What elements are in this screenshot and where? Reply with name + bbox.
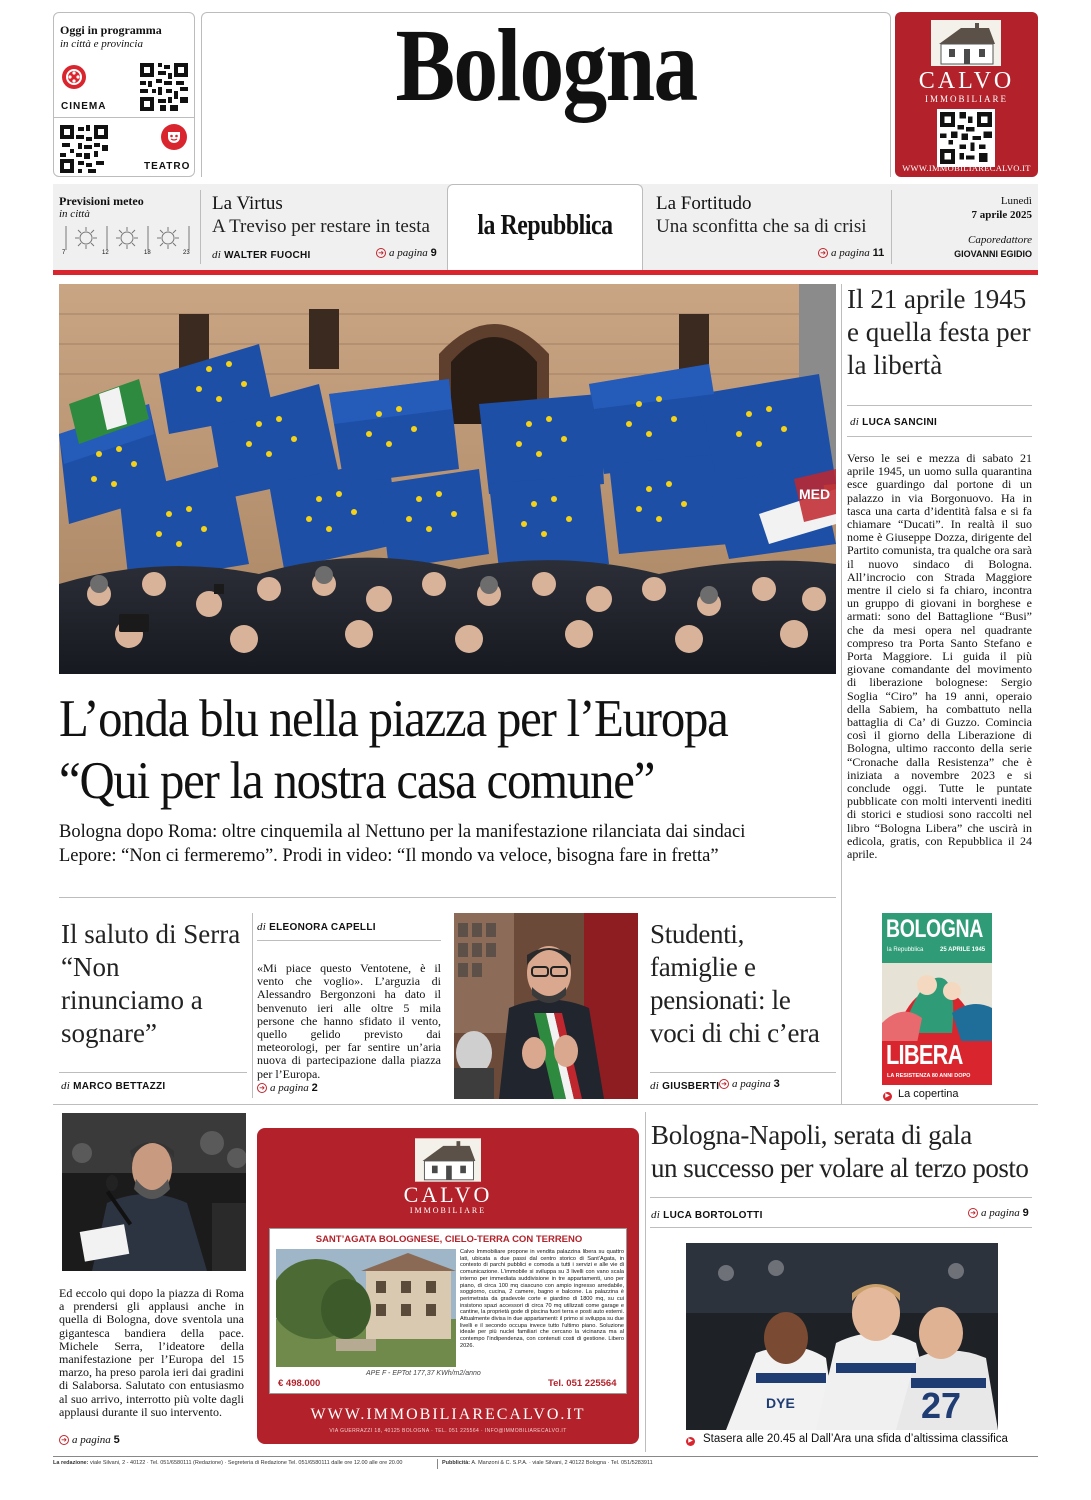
author-name: MARCO BETTAZZI	[73, 1081, 166, 1092]
virtus-page-ref[interactable]	[376, 247, 437, 259]
book-cover-illustration	[882, 963, 992, 1043]
program-box	[53, 12, 195, 177]
footer-divider	[437, 1459, 438, 1469]
serra-speech-photo[interactable]	[62, 1113, 246, 1271]
header-red-line	[53, 270, 1038, 275]
side-story-rule	[847, 405, 1032, 406]
top-ad-qr-code[interactable]	[937, 109, 995, 167]
cinema-qr-code[interactable]	[140, 63, 188, 111]
calcio-divider	[645, 1112, 646, 1452]
ad-listing-card	[269, 1228, 627, 1394]
arrow-right-icon: ➜	[376, 248, 386, 258]
page-prefix: a pagina	[270, 1082, 309, 1094]
studenti-byline	[650, 1080, 719, 1092]
capelli-divider	[252, 913, 253, 1098]
ad-address: VIA GUERRAZZI 18, 40125 BOLOGNA · TEL. 051 225564 · INFO@IMMOBILIARECALVO.IT	[329, 1428, 567, 1434]
svg-text:DYE: DYE	[766, 1395, 795, 1411]
calcio-page-ref[interactable]	[968, 1207, 1029, 1219]
arrow-right-icon: ➜	[968, 1208, 978, 1218]
arrow-right-icon: ➜	[59, 1435, 69, 1445]
footer-rule	[53, 1456, 1038, 1457]
main-subhead-1: Bologna dopo Roma: oltre cinquemila al Nettuno per la manifestazione rilanciata dai sindaci	[59, 822, 746, 842]
theatre-mask-icon	[161, 124, 187, 150]
teatro-label: TEATRO	[144, 161, 191, 172]
ad-price: € 498.000	[278, 1378, 321, 1389]
top-ad[interactable]	[895, 12, 1038, 177]
capelli-body: «Mi piace questo Ventotene, è il vento che voglio». L’arguzia di Alessandro Bergonzoni ha dato il benvenuto ieri alle oltre 5 mila persone che hanno sfidato il vento, quello gelido previsto dai meteorologi, per far sentire un’aria nuova di partecipazione dalla piazza per l’Europa.	[257, 962, 441, 1081]
main-headline-2[interactable]: “Qui per la nostra casa comune”	[59, 752, 655, 810]
program-divider	[54, 117, 194, 118]
page-prefix: a pagina	[732, 1078, 771, 1090]
side-story-rule-2	[847, 436, 1032, 437]
capelli-page-ref[interactable]	[257, 1082, 318, 1094]
top-ad-url[interactable]: WWW.IMMOBILIARECALVO.IT	[902, 163, 1031, 173]
capelli-byline	[257, 921, 376, 933]
bottom-row-top-rule	[53, 1104, 1038, 1105]
side-story-body: Verso le sei e mezza di sabato 21 aprile 1945, un uomo sulla quarantina esce guardingo dal portone di un palazzo in via Borgonuovo. Ha in tasca una carta d’identità falsa e si fa chiamare “Ducati”. In realtà il suo nome è Giuseppe Dozza, dirigente del Partito comunista, tra qualche ora sarà il nuovo sindaco di Bologna. All’incrocio con Strada Maggiore mentre il cielo si fa chiaro, incontra un gruppo di giovani in borghese e armati: sono del Battaglione “Busi” che da mesi opera nel quadrante compreso tra Porta Santo Stefano e Porta Maggiore. Li guida il più giovane comandante del movimento di liberazione bolognese: Sergio Soglia “Ciro” ha 19 anni, operaio della Sabiem, ha combattuto nella battaglia di Ca’ di Guzzo. Comincia così il giorno della Liberazione di Bologna, ultimo racconto della serie “Cronache dalla Resistenza” che è iniziata a novembre 2023 e si conclude oggi. Tutte le puntate pubblicate con molti interventi inediti di storici e studiosi sono raccolti nel libro “Bologna Libera” che uscirà in edicola, gratis, con Repubblica il 24 aprile.	[847, 452, 1032, 862]
caption-text: Stasera alle 20.45 al Dall’Ara una sfida d’altissima classifica	[703, 1433, 1008, 1445]
caption-text: La copertina	[898, 1088, 959, 1100]
fortitudo-kicker[interactable]: La Fortitudo	[656, 193, 752, 214]
book-cover-caption	[883, 1088, 959, 1101]
calcio-rule	[650, 1197, 1032, 1198]
svg-text:27: 27	[921, 1385, 962, 1426]
arrow-right-icon: ➜	[719, 1079, 729, 1089]
byline-prefix: di	[212, 249, 222, 261]
ad-phone: Tel. 051 225564	[548, 1378, 617, 1389]
byline-prefix: di	[61, 1080, 71, 1092]
page-prefix: a pagina	[72, 1434, 111, 1446]
date: 7 aprile 2025	[971, 209, 1032, 221]
editor-name: GIOVANNI EGIDIO	[954, 249, 1032, 259]
page-number: 9	[1022, 1207, 1029, 1219]
book-cover-brand: la Repubblica	[887, 947, 924, 953]
ad-energy: APE F - EPTot 177,37 KWh/m2/anno	[366, 1370, 481, 1377]
page-prefix: a pagina	[831, 247, 870, 259]
teatro-qr-code[interactable]	[60, 125, 108, 173]
page-number: 2	[311, 1082, 318, 1094]
author-name: ELEONORA CAPELLI	[269, 922, 376, 933]
footer-left-label: La redazione:	[53, 1460, 89, 1466]
info-bar-divider-2	[891, 190, 892, 264]
book-cover-tagline: LA RESISTENZA 80 ANNI DOPO	[887, 1073, 971, 1079]
weather-hour-2: 12	[102, 250, 109, 256]
fortitudo-headline[interactable]: Una sconfitta che sa di crisi	[656, 216, 867, 237]
page-prefix: a pagina	[389, 247, 428, 259]
weather-hour-1: 7	[62, 250, 66, 256]
weather-hour-4: 23	[183, 250, 190, 256]
ad-listing-photo	[276, 1249, 456, 1367]
ad-sub: IMMOBILIARE	[409, 1206, 487, 1215]
byline-prefix: di	[850, 416, 860, 428]
ad-house-icon	[415, 1138, 481, 1182]
author-name: GIUSBERTI	[662, 1081, 720, 1092]
caption-bullet-icon: ▶	[883, 1092, 892, 1101]
program-title: Oggi in programma	[60, 23, 162, 37]
studenti-page-ref[interactable]	[719, 1078, 780, 1090]
footer-left-text: viale Silvani, 2 - 40122 · Tel. 051/6580111 (Redazione) · Segreteria di Redazione Tel. 051/6580111 dalle ore 12.00 alle ore 20.00	[89, 1460, 403, 1466]
serra-byline	[61, 1080, 166, 1092]
football-caption	[686, 1433, 1008, 1446]
film-reel-icon	[62, 65, 86, 89]
editor-label: Caporedattore	[968, 234, 1032, 246]
page-number: 5	[113, 1434, 120, 1446]
ad-url[interactable]: WWW.IMMOBILIARECALVO.IT	[310, 1406, 586, 1423]
info-bar-divider-1	[200, 190, 201, 264]
page-number: 3	[773, 1078, 780, 1090]
virtus-headline[interactable]: A Treviso per restare in testa	[212, 216, 430, 237]
page-prefix: a pagina	[981, 1207, 1020, 1219]
main-headline-1[interactable]: L’onda blu nella piazza per l’Europa	[59, 690, 728, 748]
weather-subtitle: in città	[59, 208, 90, 220]
footer-left	[53, 1460, 402, 1466]
footer-right	[442, 1460, 653, 1466]
page-number: 11	[872, 247, 885, 259]
book-cover-bottom: LIBERA	[886, 1039, 963, 1070]
page-number: 9	[430, 247, 437, 259]
studenti-rule	[650, 1072, 836, 1073]
main-photo[interactable]	[59, 284, 836, 674]
football-photo[interactable]	[686, 1243, 998, 1430]
weather-hour-3: 18	[144, 250, 151, 256]
caption-bullet-icon: ▶	[686, 1437, 695, 1446]
arrow-right-icon: ➜	[257, 1083, 267, 1093]
cinema-label: CINEMA	[61, 101, 107, 112]
main-subhead-2: Lepore: “Non ci fermeremo”. Prodi in video: “Il mondo va veloce, bisogna fare in fretta”	[59, 846, 719, 866]
weather-title: Previsioni meteo	[59, 194, 144, 208]
book-cover[interactable]	[882, 913, 992, 1085]
author-name: LUCA SANCINI	[862, 417, 938, 428]
repubblica-logo[interactable]: la Repubblica	[477, 210, 613, 241]
byline-prefix: di	[651, 1209, 661, 1221]
side-story-byline	[850, 416, 937, 428]
weather-forecast	[62, 224, 192, 260]
author-name: WALTER FUOCHI	[224, 250, 311, 261]
calcio-headline-1[interactable]: Bologna-Napoli, serata di gala	[651, 1120, 972, 1150]
footer-right-label: Pubblicità:	[442, 1460, 471, 1466]
book-cover-title: BOLOGNA	[886, 915, 983, 943]
capelli-rule	[257, 940, 441, 941]
calcio-headline-2[interactable]: un successo per volare al terzo posto	[651, 1153, 1029, 1183]
byline-prefix: di	[257, 921, 267, 933]
arrow-right-icon: ➜	[818, 248, 828, 258]
column-divider	[841, 284, 842, 1104]
serra-rule	[59, 1072, 247, 1073]
ad-brand: CALVO	[403, 1182, 493, 1207]
program-subtitle: in città e provincia	[60, 38, 143, 50]
top-ad-brand: CALVO	[918, 68, 1015, 94]
calvo-ad[interactable]	[257, 1128, 639, 1444]
author-name: LUCA BORTOLOTTI	[663, 1210, 763, 1221]
virtus-byline	[212, 249, 311, 261]
date-day: Lunedì	[1000, 195, 1032, 207]
masthead-title: Bologna	[395, 8, 697, 123]
fortitudo-page-ref[interactable]	[818, 247, 884, 259]
middle-row-top-rule	[59, 897, 836, 898]
mayor-photo[interactable]	[454, 913, 638, 1099]
side-story-headline[interactable]: Il 21 aprile 1945 e quella festa per la libertà	[847, 284, 1031, 380]
footer-right-text: A. Manzoni & C. S.P.A. · viale Silvani, 2 40122 Bologna · Tel. 051/5283911	[471, 1460, 653, 1466]
top-ad-sub: IMMOBILIARE	[925, 94, 1008, 104]
photo-banner-text: MED	[799, 486, 831, 502]
byline-prefix: di	[650, 1080, 660, 1092]
calcio-rule-2	[650, 1227, 1032, 1228]
serra-headline[interactable]: Il saluto di Serra “Non rinunciamo a sognare”	[61, 919, 241, 1048]
virtus-kicker[interactable]: La Virtus	[212, 193, 283, 214]
serra-photo-body: Ed eccolo qui dopo la piazza di Roma a prendersi gli applausi anche in quella di Bologna, dove sventola una gigantesca bandiera della pace. Michele Serra, l’ideatore della manifestazione per l’Europa del 15 marzo, ha preso parola ieri dai gradini di Salaborsa. Salutato con entusiasmo al suo arrivo, interrotto più volte dagli applausi durante il suo intervento.	[59, 1287, 244, 1419]
ad-listing-title: SANT’AGATA BOLOGNESE, CIELO-TERRA CON TERRENO	[315, 1234, 583, 1245]
ad-listing-text: Calvo Immobiliare propone in vendita palazzina libera su quattro lati, ubicata a due passi dal centro storico di Sant’Agata, in contesto di parchi pubblici e comoda a tutti i servizi e alle vie di comunicazione. L’immobile si sviluppa su 3 livelli con vano scala interno per immediata suddivisione in tre appartamenti, uno per piano, di circa 100 mq ciascuno con ampio ingresso arredabile, soggiorno, cucina, 2 camere, bagno e balcone. La palazzina è perimetrata da gradevole corte e giardino di 1800 mq, su cui insistono spazi accessori di circa 70 mq utilizzati come garage e cantine, la proprietà gode di piscina fuori terra e posti auto esterni. Attualmente divisa in due appartamenti: il primo si sviluppa su due livelli e il secondo occupa invece tutto l’ultimo piano. Soluzione ideale per più nuclei familiari che cercano la vicinanza ma al contempo l’indipendenza, con contenuti costi di gestione. Libero 2026.	[460, 1249, 624, 1349]
serra-photo-page-ref[interactable]	[59, 1434, 120, 1446]
studenti-headline[interactable]: Studenti, famiglie e pensionati: le voci di chi c’era	[650, 919, 820, 1048]
calcio-byline	[651, 1209, 763, 1221]
book-cover-date: 25 APRILE 1945	[940, 947, 986, 953]
house-icon	[931, 20, 1001, 66]
